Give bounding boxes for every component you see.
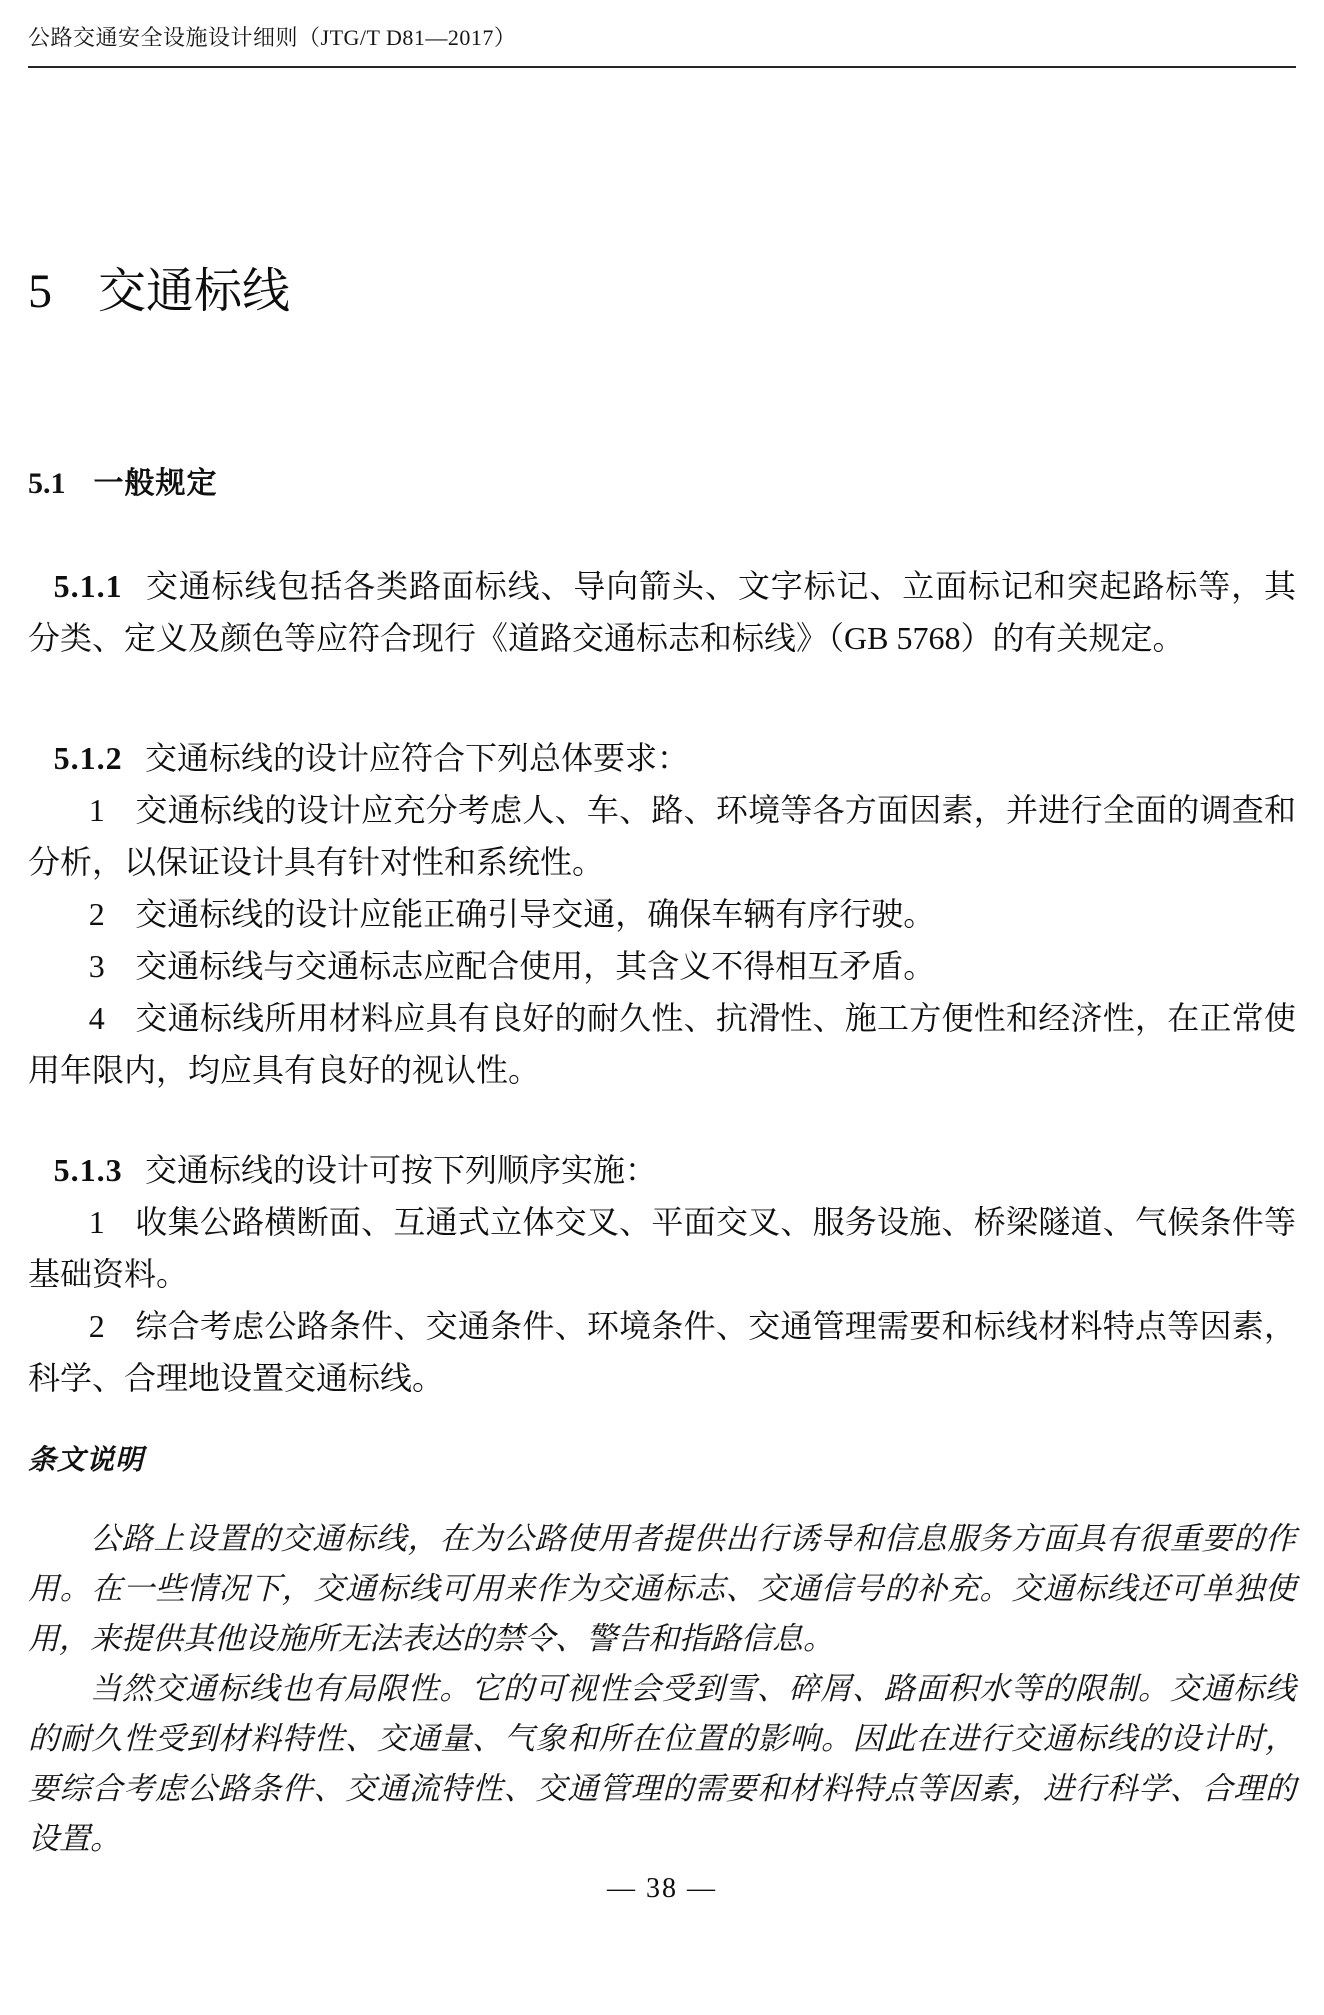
header-rule — [28, 66, 1296, 68]
clause-item — [28, 888, 1296, 940]
item-text: 收集公路横断面、互通式立体交叉、平面交叉、服务设施、桥梁隧道、气候条件等基础资料。 — [28, 1204, 1296, 1292]
clause-paragraph — [28, 560, 1296, 664]
commentary-paragraph: 公路上设置的交通标线，在为公路使用者提供出行诱导和信息服务方面具有很重要的作用。在一些情况下，交通标线可用来作为交通标志、交通信号的补充。交通标线还可单独使用，来提供其他设施所无法表达的禁令、警告和指路信息。 — [28, 1521, 1296, 1656]
clause-paragraph — [28, 732, 1296, 784]
item-text: 交通标线与交通标志应配合使用，其含义不得相互矛盾。 — [135, 948, 936, 984]
chapter-title-text: 交通标线 — [98, 265, 291, 318]
clause-number: 5.1.2 — [53, 740, 123, 776]
clause-block — [28, 560, 1296, 664]
clause-block — [28, 732, 1296, 1096]
clause-number: 5.1.3 — [53, 1152, 123, 1188]
item-text: 综合考虑公路条件、交通条件、环境条件、交通管理需要和标线材料特点等因素，科学、合理地设置交通标线。 — [28, 1308, 1296, 1396]
item-text: 交通标线所用材料应具有良好的耐久性、抗滑性、施工方便性和经济性，在正常使用年限内，均应具有良好的视认性。 — [28, 1000, 1296, 1088]
chapter-number: 5 — [28, 265, 52, 318]
clause-paragraph — [28, 1144, 1296, 1196]
clause-text: 交通标线的设计应符合下列总体要求： — [144, 740, 689, 776]
clause-number: 5.1.1 — [53, 568, 123, 604]
running-header: 公路交通安全设施设计细则（JTG/T D81—2017） — [28, 25, 517, 50]
section-number: 5.1 — [28, 467, 66, 500]
clause-text: 交通标线的设计可按下列顺序实施： — [144, 1152, 657, 1188]
commentary-container — [28, 1514, 1296, 1864]
item-number: 1 — [88, 1204, 105, 1240]
page-number: — 38 — — [607, 1873, 717, 1904]
item-number: 2 — [88, 1308, 105, 1344]
item-number: 3 — [88, 948, 105, 984]
commentary-paragraph: 当然交通标线也有局限性。它的可视性会受到雪、碎屑、路面积水等的限制。交通标线的耐久性受到材料特性、交通量、气象和所在位置的影响。因此在进行交通标线的设计时，要综合考虑公路条件、交通流特性、交通管理的需要和材料特点等因素，进行科学、合理的设置。 — [28, 1671, 1296, 1856]
clause-item — [28, 1300, 1296, 1404]
section-heading — [28, 466, 1296, 502]
commentary-heading: 条文说明 — [28, 1445, 145, 1476]
clause-item — [28, 1196, 1296, 1300]
item-number: 1 — [88, 792, 105, 828]
clause-item — [28, 784, 1296, 888]
chapter-title — [28, 264, 1296, 320]
item-text: 交通标线的设计应充分考虑人、车、路、环境等各方面因素，并进行全面的调查和分析，以保证设计具有针对性和系统性。 — [28, 792, 1296, 880]
item-number: 4 — [88, 1000, 105, 1036]
clauses-container — [28, 560, 1296, 1404]
clause-item — [28, 992, 1296, 1096]
item-number: 2 — [88, 896, 105, 932]
clause-block — [28, 1144, 1296, 1404]
clause-text: 交通标线包括各类路面标线、导向箭头、文字标记、立面标记和突起路标等，其分类、定义及颜色等应符合现行《道路交通标志和标线》（GB 5768）的有关规定。 — [28, 568, 1296, 656]
section-title-text: 一般规定 — [93, 467, 218, 500]
item-text: 交通标线的设计应能正确引导交通，确保车辆有序行驶。 — [135, 896, 936, 932]
clause-item — [28, 940, 1296, 992]
